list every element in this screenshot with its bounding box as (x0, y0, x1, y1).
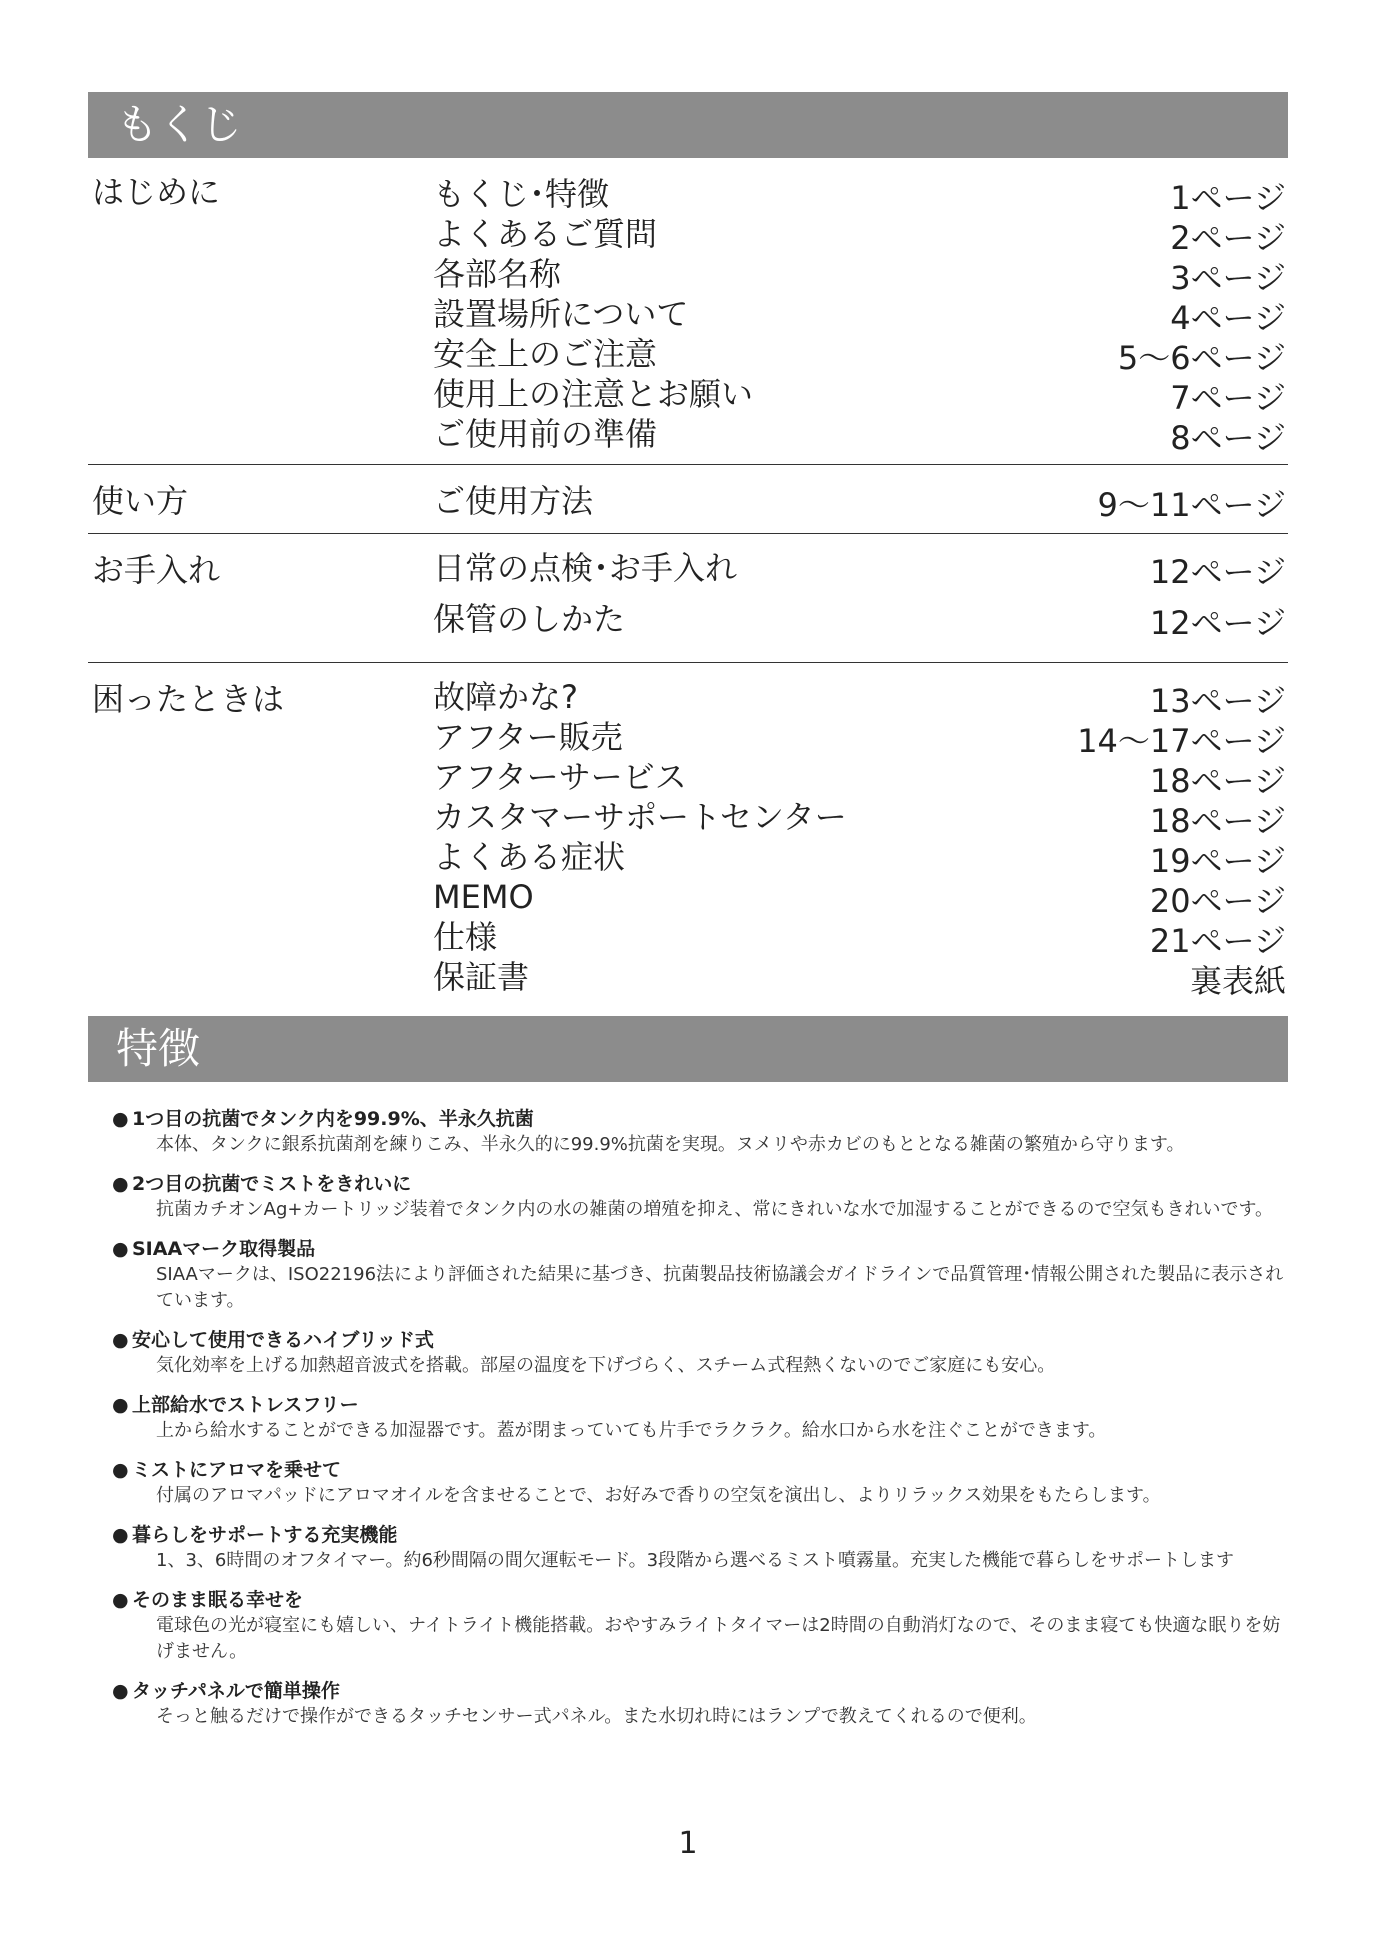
toc-entry-page: 1ページ (1170, 179, 1286, 217)
toc-entry-title: カスタマーサポートセンター (433, 798, 847, 836)
toc-entry-title: 各部名称 (433, 255, 562, 293)
toc-entry[interactable] (433, 917, 1288, 960)
feature-description: 上から給水することができる加湿器です。蓋が閉まっていても片手でラクラク。給水口から水を注ぐことができます。 (156, 1420, 1107, 1441)
toc-entry[interactable] (433, 174, 1288, 217)
toc-entry-page: 裏表紙 (1189, 962, 1286, 1000)
toc-entry[interactable] (433, 254, 1288, 297)
toc-entry-title: よくあるご質問 (433, 215, 658, 253)
feature-item (112, 1457, 1292, 1509)
table-of-contents (88, 166, 1288, 1000)
feature-title: ● そのまま眠る幸せを (112, 1589, 304, 1611)
toc-entry-title: 設置場所について (433, 295, 689, 333)
toc-heading: もくじ (88, 92, 1288, 158)
feature-title: ● 安心して使用できるハイブリッド式 (112, 1329, 434, 1351)
feature-title: ● 暮らしをサポートする充実機能 (112, 1524, 398, 1546)
toc-entry-page: 13ページ (1149, 682, 1286, 720)
feature-title: ● ミストにアロマを乗せて (112, 1459, 342, 1481)
feature-description: そっと触るだけで操作ができるタッチセンサー式パネル。また水切れ時にはランプで教えてくれるので便利。 (156, 1706, 1037, 1727)
toc-entry[interactable] (433, 837, 1288, 880)
toc-entry-title: アフター販売 (433, 718, 623, 756)
toc-entry-title: 安全上のご注意 (433, 335, 658, 373)
toc-entry-title: アフターサービス (433, 758, 687, 796)
toc-entry-page: 5～6ページ (1117, 339, 1286, 377)
toc-entry-page: 3ページ (1170, 259, 1286, 297)
toc-entry-page: 20ページ (1149, 882, 1286, 920)
feature-item (112, 1678, 1292, 1730)
toc-entry-page: 18ページ (1149, 802, 1286, 840)
bullet-icon: ● (112, 1589, 129, 1611)
toc-entry-page: 8ページ (1170, 419, 1286, 457)
toc-category: お手入れ (92, 551, 221, 589)
toc-category: 使い方 (92, 482, 189, 520)
features-heading: 特徴 (88, 1016, 1288, 1082)
features-list (112, 1106, 1292, 1743)
bullet-icon: ● (112, 1524, 129, 1546)
feature-item (112, 1327, 1292, 1379)
toc-entry-page: 4ページ (1170, 299, 1286, 337)
toc-entry-title: もくじ･特徴 (433, 175, 610, 213)
toc-group-troubleshooting (88, 663, 1288, 1000)
feature-description: 気化効率を上げる加熱超音波式を搭載。部屋の温度を下げづらく、スチーム式程熱くないのでご家庭にも安心。 (156, 1355, 1056, 1376)
toc-entry[interactable] (433, 599, 1288, 650)
toc-entry-title: MEMO (433, 878, 534, 916)
toc-group-intro (88, 166, 1288, 465)
toc-entry[interactable] (433, 374, 1288, 417)
feature-title: ● 2つ目の抗菌でミストをきれいに (112, 1173, 412, 1195)
feature-description: 抗菌カチオンAg+カートリッジ装着でタンク内の水の雑菌の増殖を抑え、常にきれいな水で加湿することができるので空気もきれいです。 (156, 1199, 1274, 1220)
feature-title: ● 1つ目の抗菌でタンク内を99.9%、半永久抗菌 (112, 1108, 534, 1130)
feature-title: ● 上部給水でストレスフリー (112, 1394, 359, 1416)
toc-entry-title: 日常の点検･お手入れ (433, 549, 738, 587)
toc-entry-page: 7ページ (1170, 379, 1286, 417)
toc-entry-title: ご使用方法 (433, 482, 594, 520)
toc-group-usage (88, 465, 1288, 534)
toc-entry[interactable] (433, 548, 1288, 599)
toc-entry[interactable] (433, 677, 1288, 720)
toc-entry[interactable] (433, 717, 1288, 760)
feature-title: ● タッチパネルで簡単操作 (112, 1680, 340, 1702)
feature-description: 電球色の光が寝室にも嬉しい、ナイトライト機能搭載。おやすみライトタイマーは2時間の自動消灯なので、そのまま寝ても快適な眠りを妨げません。 (156, 1615, 1281, 1662)
toc-entry-page: 2ページ (1170, 219, 1286, 257)
toc-category: はじめに (92, 173, 221, 211)
bullet-icon: ● (112, 1329, 129, 1351)
toc-entry[interactable] (433, 414, 1288, 457)
bullet-icon: ● (112, 1108, 129, 1130)
feature-description: 付属のアロマパッドにアロマオイルを含ませることで、お好みで香りの空気を演出し、よりリラックス効果をもたらします。 (156, 1485, 1161, 1506)
toc-entry-page: 12ページ (1149, 604, 1286, 642)
toc-entry-title: 故障かな? (433, 678, 578, 716)
toc-entry[interactable] (433, 334, 1288, 377)
toc-category: 困ったときは (92, 680, 285, 718)
toc-entry-page: 12ページ (1149, 553, 1286, 591)
toc-entry-page: 19ページ (1149, 842, 1286, 880)
toc-entry-title: 保証書 (433, 958, 530, 996)
toc-entry-page: 14～17ページ (1077, 722, 1286, 760)
bullet-icon: ● (112, 1173, 129, 1195)
toc-entry-page: 21ページ (1149, 922, 1286, 960)
feature-title: ● SIAAマーク取得製品 (112, 1238, 316, 1260)
feature-item (112, 1106, 1292, 1158)
toc-entry-title: 仕様 (433, 918, 498, 956)
feature-description: 1、3、6時間のオフタイマー。約6秒間隔の間欠運転モード。3段階から選べるミスト噴霧量。充実した機能で暮らしをサポートします (156, 1550, 1235, 1571)
feature-item (112, 1522, 1292, 1574)
toc-group-maintenance (88, 534, 1288, 663)
toc-entry-title: 使用上の注意とお願い (433, 375, 754, 413)
bullet-icon: ● (112, 1394, 129, 1416)
feature-description: SIAAマークは、ISO22196法により評価された結果に基づき、抗菌製品技術協議会ガイドラインで品質管理･情報公開された製品に表示されています。 (156, 1264, 1284, 1311)
toc-entry[interactable] (433, 214, 1288, 257)
toc-entry-title: よくある症状 (433, 838, 626, 876)
feature-item (112, 1171, 1292, 1223)
feature-item (112, 1236, 1292, 1314)
toc-entry-page: 9～11ページ (1097, 486, 1286, 524)
toc-entry-title: 保管のしかた (433, 600, 626, 638)
bullet-icon: ● (112, 1238, 129, 1260)
page-number: 1 (678, 1826, 698, 1861)
toc-entry-page: 18ページ (1149, 762, 1286, 800)
bullet-icon: ● (112, 1459, 129, 1481)
toc-entry[interactable] (433, 957, 1288, 1000)
feature-item (112, 1392, 1292, 1444)
bullet-icon: ● (112, 1680, 129, 1702)
toc-entry[interactable] (433, 797, 1288, 840)
feature-description: 本体、タンクに銀系抗菌剤を練りこみ、半永久的に99.9%抗菌を実現。ヌメリや赤カビのもととなる雑菌の繁殖から守ります。 (156, 1134, 1185, 1155)
toc-entry[interactable] (433, 877, 1288, 920)
toc-entry[interactable] (433, 757, 1288, 800)
toc-entry[interactable] (433, 294, 1288, 337)
toc-entry-title: ご使用前の準備 (433, 415, 658, 453)
toc-entry[interactable] (433, 481, 1288, 524)
feature-item (112, 1587, 1292, 1665)
